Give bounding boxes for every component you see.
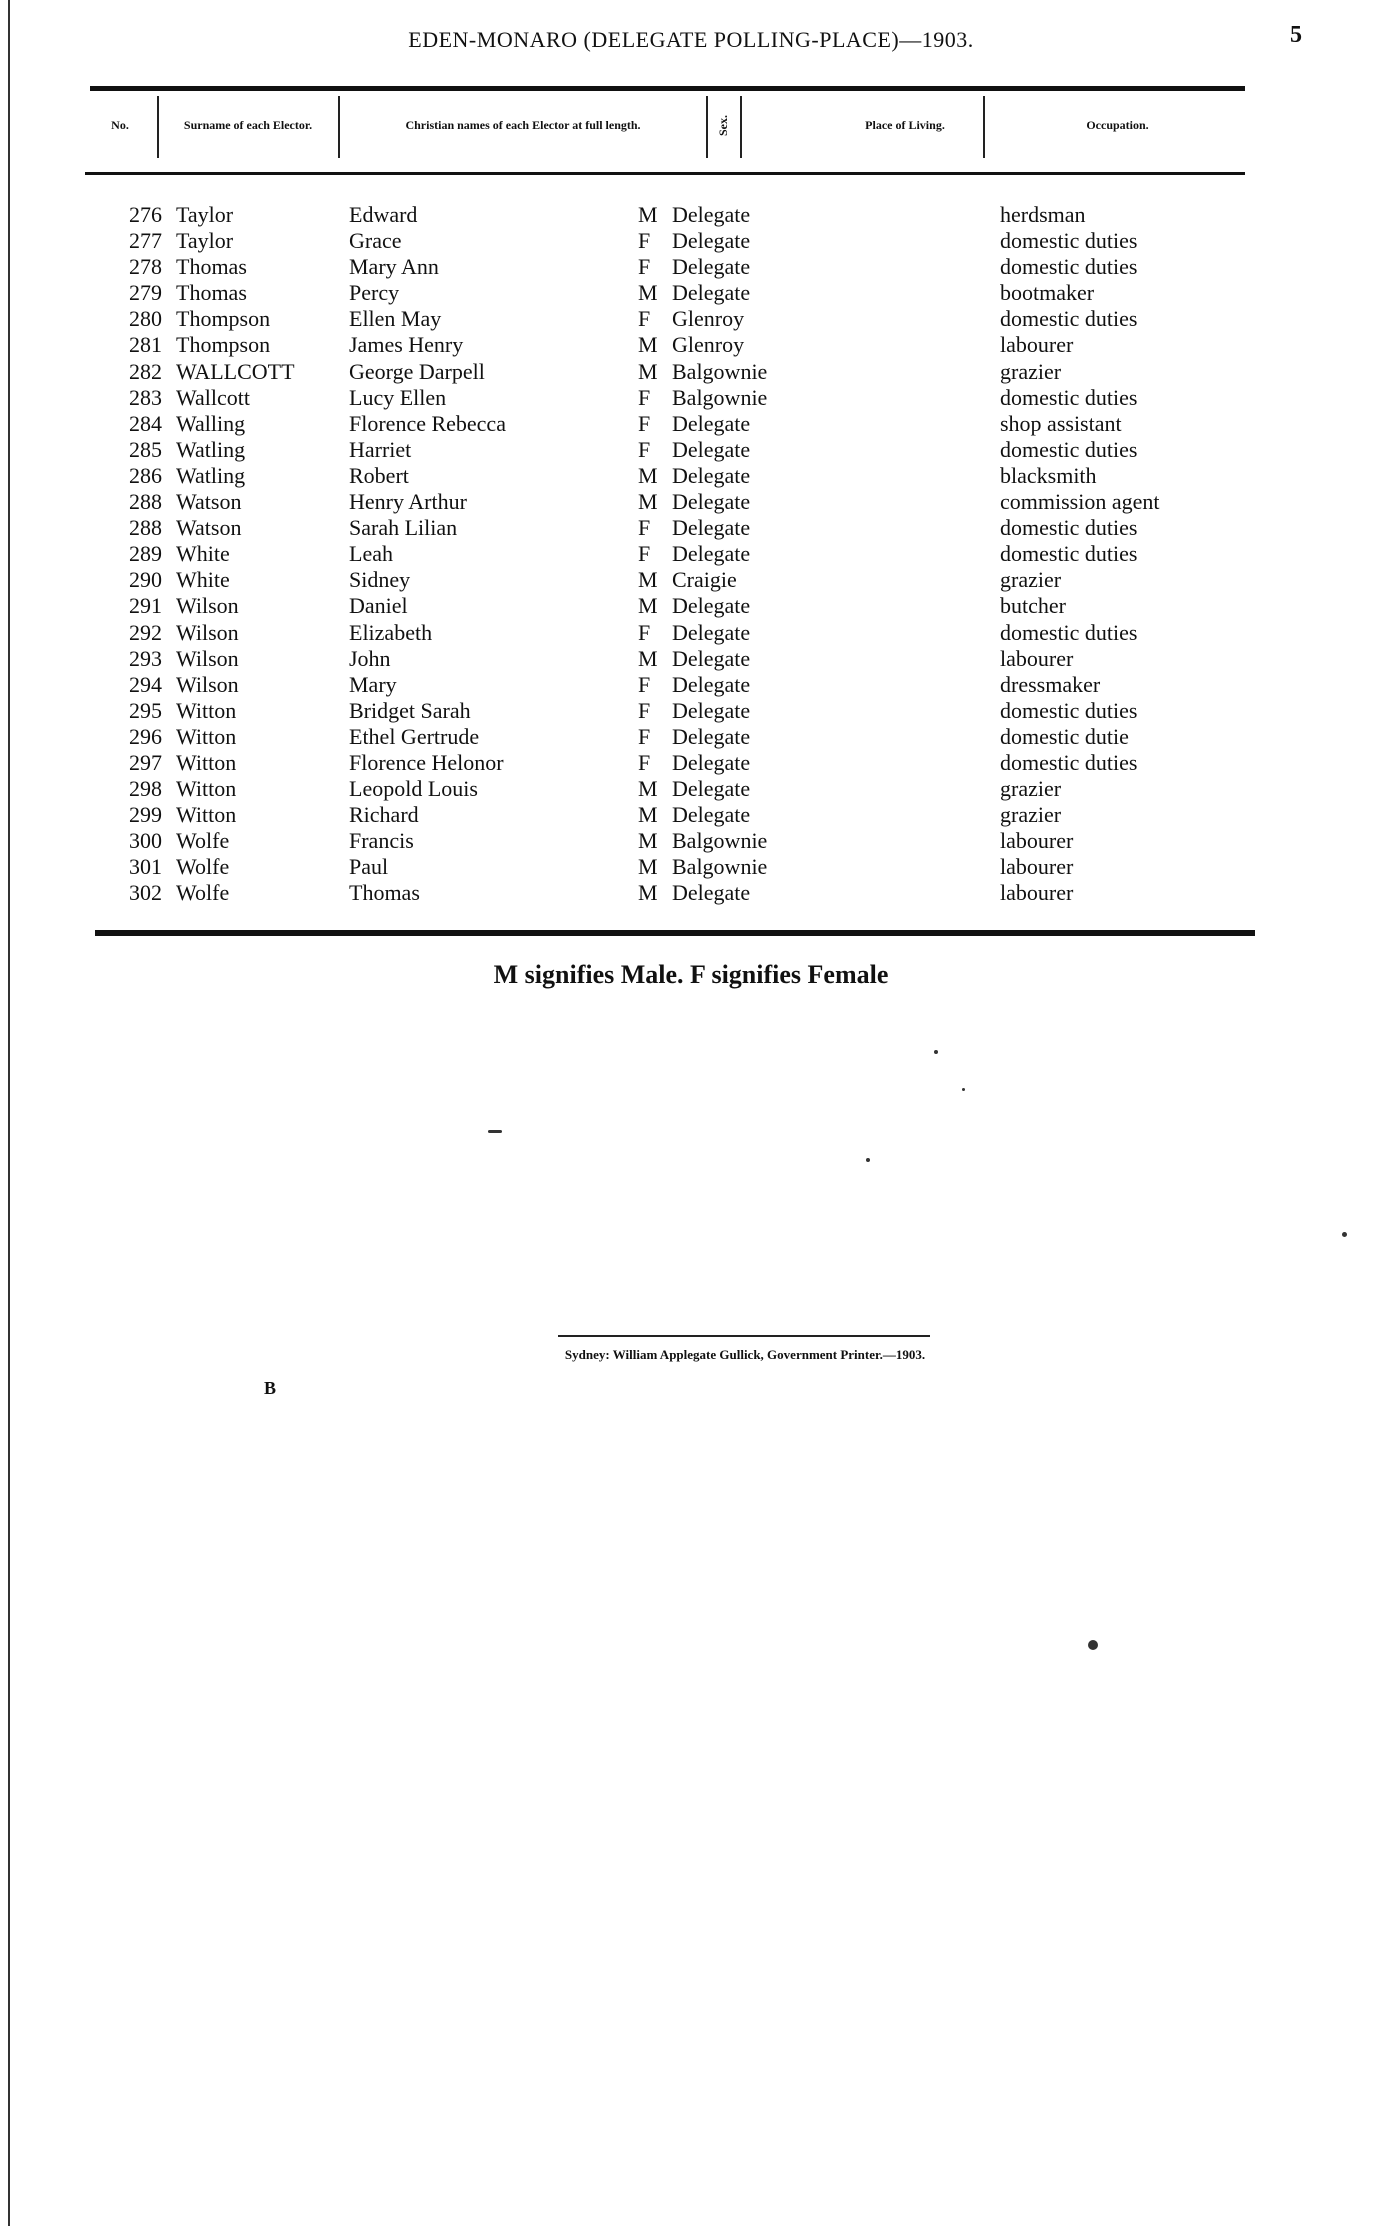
- elector-occupation: domestic duties: [1000, 436, 1138, 462]
- header-no: No.: [111, 117, 129, 132]
- elector-surname: Watson: [176, 515, 242, 541]
- elector-surname: Wolfe: [176, 880, 230, 906]
- header-place: Place of Living.: [865, 117, 945, 132]
- table-row: [0, 280, 1382, 306]
- table-row: [0, 463, 1382, 489]
- elector-sex: F: [638, 384, 651, 410]
- table-header: [85, 96, 1245, 158]
- table-row: [0, 776, 1382, 802]
- header-divider: [157, 96, 159, 158]
- table-row: [0, 646, 1382, 672]
- elector-sex: F: [638, 228, 651, 254]
- elector-occupation: domestic duties: [1000, 515, 1138, 541]
- table-row: [0, 880, 1382, 906]
- elector-occupation: herdsman: [1000, 202, 1086, 227]
- elector-number: 289: [129, 541, 162, 567]
- header-christian: Christian names of each Elector at full length.: [405, 117, 641, 132]
- elector-christian-names: Robert: [349, 462, 409, 488]
- table-bottom-rule: [95, 930, 1255, 936]
- elector-place-of-living: Delegate: [672, 880, 751, 906]
- elector-christian-names: Percy: [349, 280, 400, 306]
- header-divider: [740, 96, 742, 158]
- elector-sex: F: [638, 306, 651, 332]
- elector-surname: Wilson: [176, 593, 239, 619]
- elector-place-of-living: Balgownie: [672, 384, 768, 410]
- elector-sex: F: [638, 723, 651, 749]
- page-number: 5: [1290, 22, 1302, 48]
- elector-occupation: grazier: [1000, 567, 1062, 593]
- elector-number: 282: [129, 358, 162, 384]
- elector-surname: Witton: [176, 776, 237, 802]
- elector-place-of-living: Glenroy: [672, 332, 745, 358]
- ink-speck: [488, 1130, 502, 1133]
- elector-surname: Wolfe: [176, 854, 230, 880]
- elector-sex: M: [638, 776, 658, 802]
- elector-christian-names: Harriet: [349, 436, 412, 462]
- elector-sex: M: [638, 880, 658, 906]
- sex-legend: M signifies Male. F signifies Female: [493, 960, 889, 989]
- elector-christian-names: Leah: [349, 541, 393, 567]
- elector-occupation: domestic duties: [1000, 254, 1138, 280]
- elector-christian-names: Sarah Lilian: [349, 515, 458, 541]
- elector-christian-names: Paul: [349, 854, 389, 880]
- elector-surname: Taylor: [176, 228, 234, 254]
- elector-list: [0, 202, 1382, 907]
- elector-surname: Wilson: [176, 671, 239, 697]
- header-sex-label: Sex.: [715, 114, 730, 136]
- elector-sex: M: [638, 593, 658, 619]
- elector-christian-names: Thomas: [349, 880, 420, 906]
- elector-sex: F: [638, 254, 651, 280]
- elector-number: 302: [129, 880, 162, 906]
- table-row: [0, 385, 1382, 411]
- elector-place-of-living: Delegate: [672, 802, 751, 828]
- elector-christian-names: Mary: [349, 671, 397, 697]
- elector-number: 298: [129, 776, 162, 802]
- elector-occupation: labourer: [1000, 854, 1074, 880]
- elector-occupation: butcher: [1000, 593, 1066, 619]
- elector-sex: M: [638, 828, 658, 854]
- elector-surname: Watling: [176, 436, 246, 462]
- printer-imprint: Sydney: William Applegate Gullick, Government Printer.—1903.: [564, 1347, 926, 1362]
- elector-christian-names: Edward: [349, 202, 418, 227]
- header-divider: [983, 96, 985, 158]
- ink-speck: [962, 1088, 965, 1091]
- elector-number: 281: [129, 332, 162, 358]
- elector-sex: M: [638, 854, 658, 880]
- table-row: [0, 672, 1382, 698]
- elector-place-of-living: Balgownie: [672, 358, 768, 384]
- elector-christian-names: Grace: [349, 228, 402, 254]
- elector-surname: WALLCOTT: [176, 358, 295, 384]
- elector-place-of-living: Delegate: [672, 462, 751, 488]
- elector-sex: F: [638, 515, 651, 541]
- elector-surname: Witton: [176, 723, 237, 749]
- elector-christian-names: Henry Arthur: [349, 489, 467, 515]
- elector-occupation: blacksmith: [1000, 462, 1097, 488]
- elector-sex: F: [638, 749, 651, 775]
- elector-number: 291: [129, 593, 162, 619]
- elector-number: 284: [129, 410, 162, 436]
- elector-surname: Watson: [176, 489, 242, 515]
- table-row: [0, 854, 1382, 880]
- elector-sex: M: [638, 202, 658, 227]
- elector-place-of-living: Balgownie: [672, 828, 768, 854]
- elector-place-of-living: Delegate: [672, 436, 751, 462]
- elector-christian-names: Francis: [349, 828, 414, 854]
- elector-number: 278: [129, 254, 162, 280]
- ink-speck: [1088, 1640, 1098, 1650]
- table-row: [0, 228, 1382, 254]
- elector-sex: F: [638, 436, 651, 462]
- table-row: [0, 254, 1382, 280]
- elector-place-of-living: Delegate: [672, 515, 751, 541]
- table-top-rule: [90, 86, 1245, 91]
- elector-occupation: domestic duties: [1000, 541, 1138, 567]
- elector-sex: M: [638, 332, 658, 358]
- elector-place-of-living: Delegate: [672, 202, 751, 227]
- elector-number: 277: [129, 228, 162, 254]
- table-row: [0, 567, 1382, 593]
- elector-number: 300: [129, 828, 162, 854]
- elector-place-of-living: Delegate: [672, 776, 751, 802]
- elector-place-of-living: Delegate: [672, 749, 751, 775]
- table-row: [0, 620, 1382, 646]
- elector-number: 293: [129, 645, 162, 671]
- elector-place-of-living: Delegate: [672, 723, 751, 749]
- elector-surname: Taylor: [176, 202, 234, 227]
- elector-place-of-living: Delegate: [672, 228, 751, 254]
- imprint-rule: [558, 1335, 930, 1337]
- elector-number: 296: [129, 723, 162, 749]
- table-row: [0, 593, 1382, 619]
- elector-surname: Wilson: [176, 645, 239, 671]
- elector-occupation: domestic dutie: [1000, 723, 1129, 749]
- table-row: [0, 724, 1382, 750]
- elector-surname: Thomas: [176, 254, 247, 280]
- table-row: [0, 750, 1382, 776]
- elector-occupation: labourer: [1000, 332, 1074, 358]
- elector-occupation: domestic duties: [1000, 384, 1138, 410]
- elector-occupation: commission agent: [1000, 489, 1160, 515]
- table-row: [0, 541, 1382, 567]
- elector-number: 299: [129, 802, 162, 828]
- elector-number: 288: [129, 489, 162, 515]
- elector-place-of-living: Delegate: [672, 593, 751, 619]
- elector-occupation: domestic duties: [1000, 306, 1138, 332]
- table-header-rule: [85, 172, 1245, 175]
- elector-christian-names: Florence Rebecca: [349, 410, 506, 436]
- elector-surname: Wilson: [176, 619, 239, 645]
- elector-surname: White: [176, 567, 230, 593]
- table-row: [0, 828, 1382, 854]
- elector-christian-names: Mary Ann: [349, 254, 439, 280]
- elector-surname: Thompson: [176, 332, 271, 358]
- elector-christian-names: Elizabeth: [349, 619, 433, 645]
- table-row: [0, 698, 1382, 724]
- header-surname: Surname of each Elector.: [183, 117, 313, 132]
- elector-sex: M: [638, 645, 658, 671]
- elector-surname: Witton: [176, 802, 237, 828]
- elector-surname: White: [176, 541, 230, 567]
- ink-speck: [934, 1050, 938, 1054]
- ink-speck: [866, 1158, 870, 1162]
- elector-sex: F: [638, 541, 651, 567]
- elector-number: 292: [129, 619, 162, 645]
- table-row: [0, 332, 1382, 358]
- table-row: [0, 515, 1382, 541]
- elector-surname: Thompson: [176, 306, 271, 332]
- table-row: [0, 489, 1382, 515]
- elector-number: 285: [129, 436, 162, 462]
- elector-place-of-living: Delegate: [672, 410, 751, 436]
- elector-place-of-living: Delegate: [672, 280, 751, 306]
- elector-surname: Wolfe: [176, 828, 230, 854]
- elector-place-of-living: Delegate: [672, 254, 751, 280]
- elector-occupation: labourer: [1000, 828, 1074, 854]
- elector-surname: Walling: [176, 410, 246, 436]
- elector-place-of-living: Delegate: [672, 645, 751, 671]
- elector-number: 279: [129, 280, 162, 306]
- elector-occupation: bootmaker: [1000, 280, 1095, 306]
- elector-occupation: domestic duties: [1000, 749, 1138, 775]
- elector-occupation: labourer: [1000, 880, 1074, 906]
- elector-christian-names: Ethel Gertrude: [349, 723, 480, 749]
- elector-occupation: domestic duties: [1000, 228, 1138, 254]
- elector-place-of-living: Delegate: [672, 697, 751, 723]
- elector-christian-names: George Darpell: [349, 358, 485, 384]
- elector-number: 295: [129, 697, 162, 723]
- elector-sex: M: [638, 489, 658, 515]
- elector-sex: M: [638, 462, 658, 488]
- elector-place-of-living: Delegate: [672, 541, 751, 567]
- elector-occupation: grazier: [1000, 802, 1062, 828]
- elector-surname: Witton: [176, 749, 237, 775]
- elector-number: 288: [129, 515, 162, 541]
- elector-christian-names: John: [349, 645, 391, 671]
- elector-christian-names: Lucy Ellen: [349, 384, 447, 410]
- elector-christian-names: Daniel: [349, 593, 408, 619]
- elector-sex: M: [638, 802, 658, 828]
- header-divider: [338, 96, 340, 158]
- table-row: [0, 306, 1382, 332]
- elector-number: 290: [129, 567, 162, 593]
- elector-place-of-living: Delegate: [672, 671, 751, 697]
- elector-occupation: shop assistant: [1000, 410, 1122, 436]
- ink-speck: [1342, 1232, 1347, 1237]
- elector-christian-names: Ellen May: [349, 306, 442, 332]
- table-row: [0, 359, 1382, 385]
- elector-number: 283: [129, 384, 162, 410]
- elector-sex: F: [638, 671, 651, 697]
- elector-surname: Watling: [176, 462, 246, 488]
- elector-number: 297: [129, 749, 162, 775]
- elector-christian-names: James Henry: [349, 332, 464, 358]
- elector-occupation: grazier: [1000, 358, 1062, 384]
- elector-place-of-living: Balgownie: [672, 854, 768, 880]
- elector-occupation: domestic duties: [1000, 619, 1138, 645]
- elector-place-of-living: Delegate: [672, 619, 751, 645]
- elector-number: 280: [129, 306, 162, 332]
- elector-sex: F: [638, 619, 651, 645]
- elector-place-of-living: Delegate: [672, 489, 751, 515]
- elector-sex: F: [638, 410, 651, 436]
- elector-occupation: domestic duties: [1000, 697, 1138, 723]
- elector-christian-names: Sidney: [349, 567, 411, 593]
- elector-sex: M: [638, 567, 658, 593]
- elector-occupation: dressmaker: [1000, 671, 1101, 697]
- signature-mark: B: [264, 1378, 277, 1398]
- elector-sex: M: [638, 358, 658, 384]
- table-row: [0, 411, 1382, 437]
- header-occupation: Occupation.: [1086, 117, 1149, 132]
- elector-number: 286: [129, 462, 162, 488]
- elector-occupation: labourer: [1000, 645, 1074, 671]
- elector-surname: Witton: [176, 697, 237, 723]
- elector-number: 276: [129, 202, 162, 227]
- elector-number: 301: [129, 854, 162, 880]
- table-row: [0, 437, 1382, 463]
- elector-sex: M: [638, 280, 658, 306]
- elector-christian-names: Richard: [349, 802, 419, 828]
- page-title: EDEN-MONARO (DELEGATE POLLING-PLACE)—1903.: [408, 27, 974, 52]
- table-row: [0, 202, 1382, 228]
- elector-christian-names: Florence Helonor: [349, 749, 504, 775]
- elector-christian-names: Bridget Sarah: [349, 697, 471, 723]
- elector-christian-names: Leopold Louis: [349, 776, 478, 802]
- elector-sex: F: [638, 697, 651, 723]
- elector-occupation: grazier: [1000, 776, 1062, 802]
- table-row: [0, 802, 1382, 828]
- elector-surname: Thomas: [176, 280, 247, 306]
- elector-surname: Wallcott: [176, 384, 250, 410]
- elector-place-of-living: Glenroy: [672, 306, 745, 332]
- elector-place-of-living: Craigie: [672, 567, 737, 593]
- header-sex: [708, 96, 738, 154]
- elector-number: 294: [129, 671, 162, 697]
